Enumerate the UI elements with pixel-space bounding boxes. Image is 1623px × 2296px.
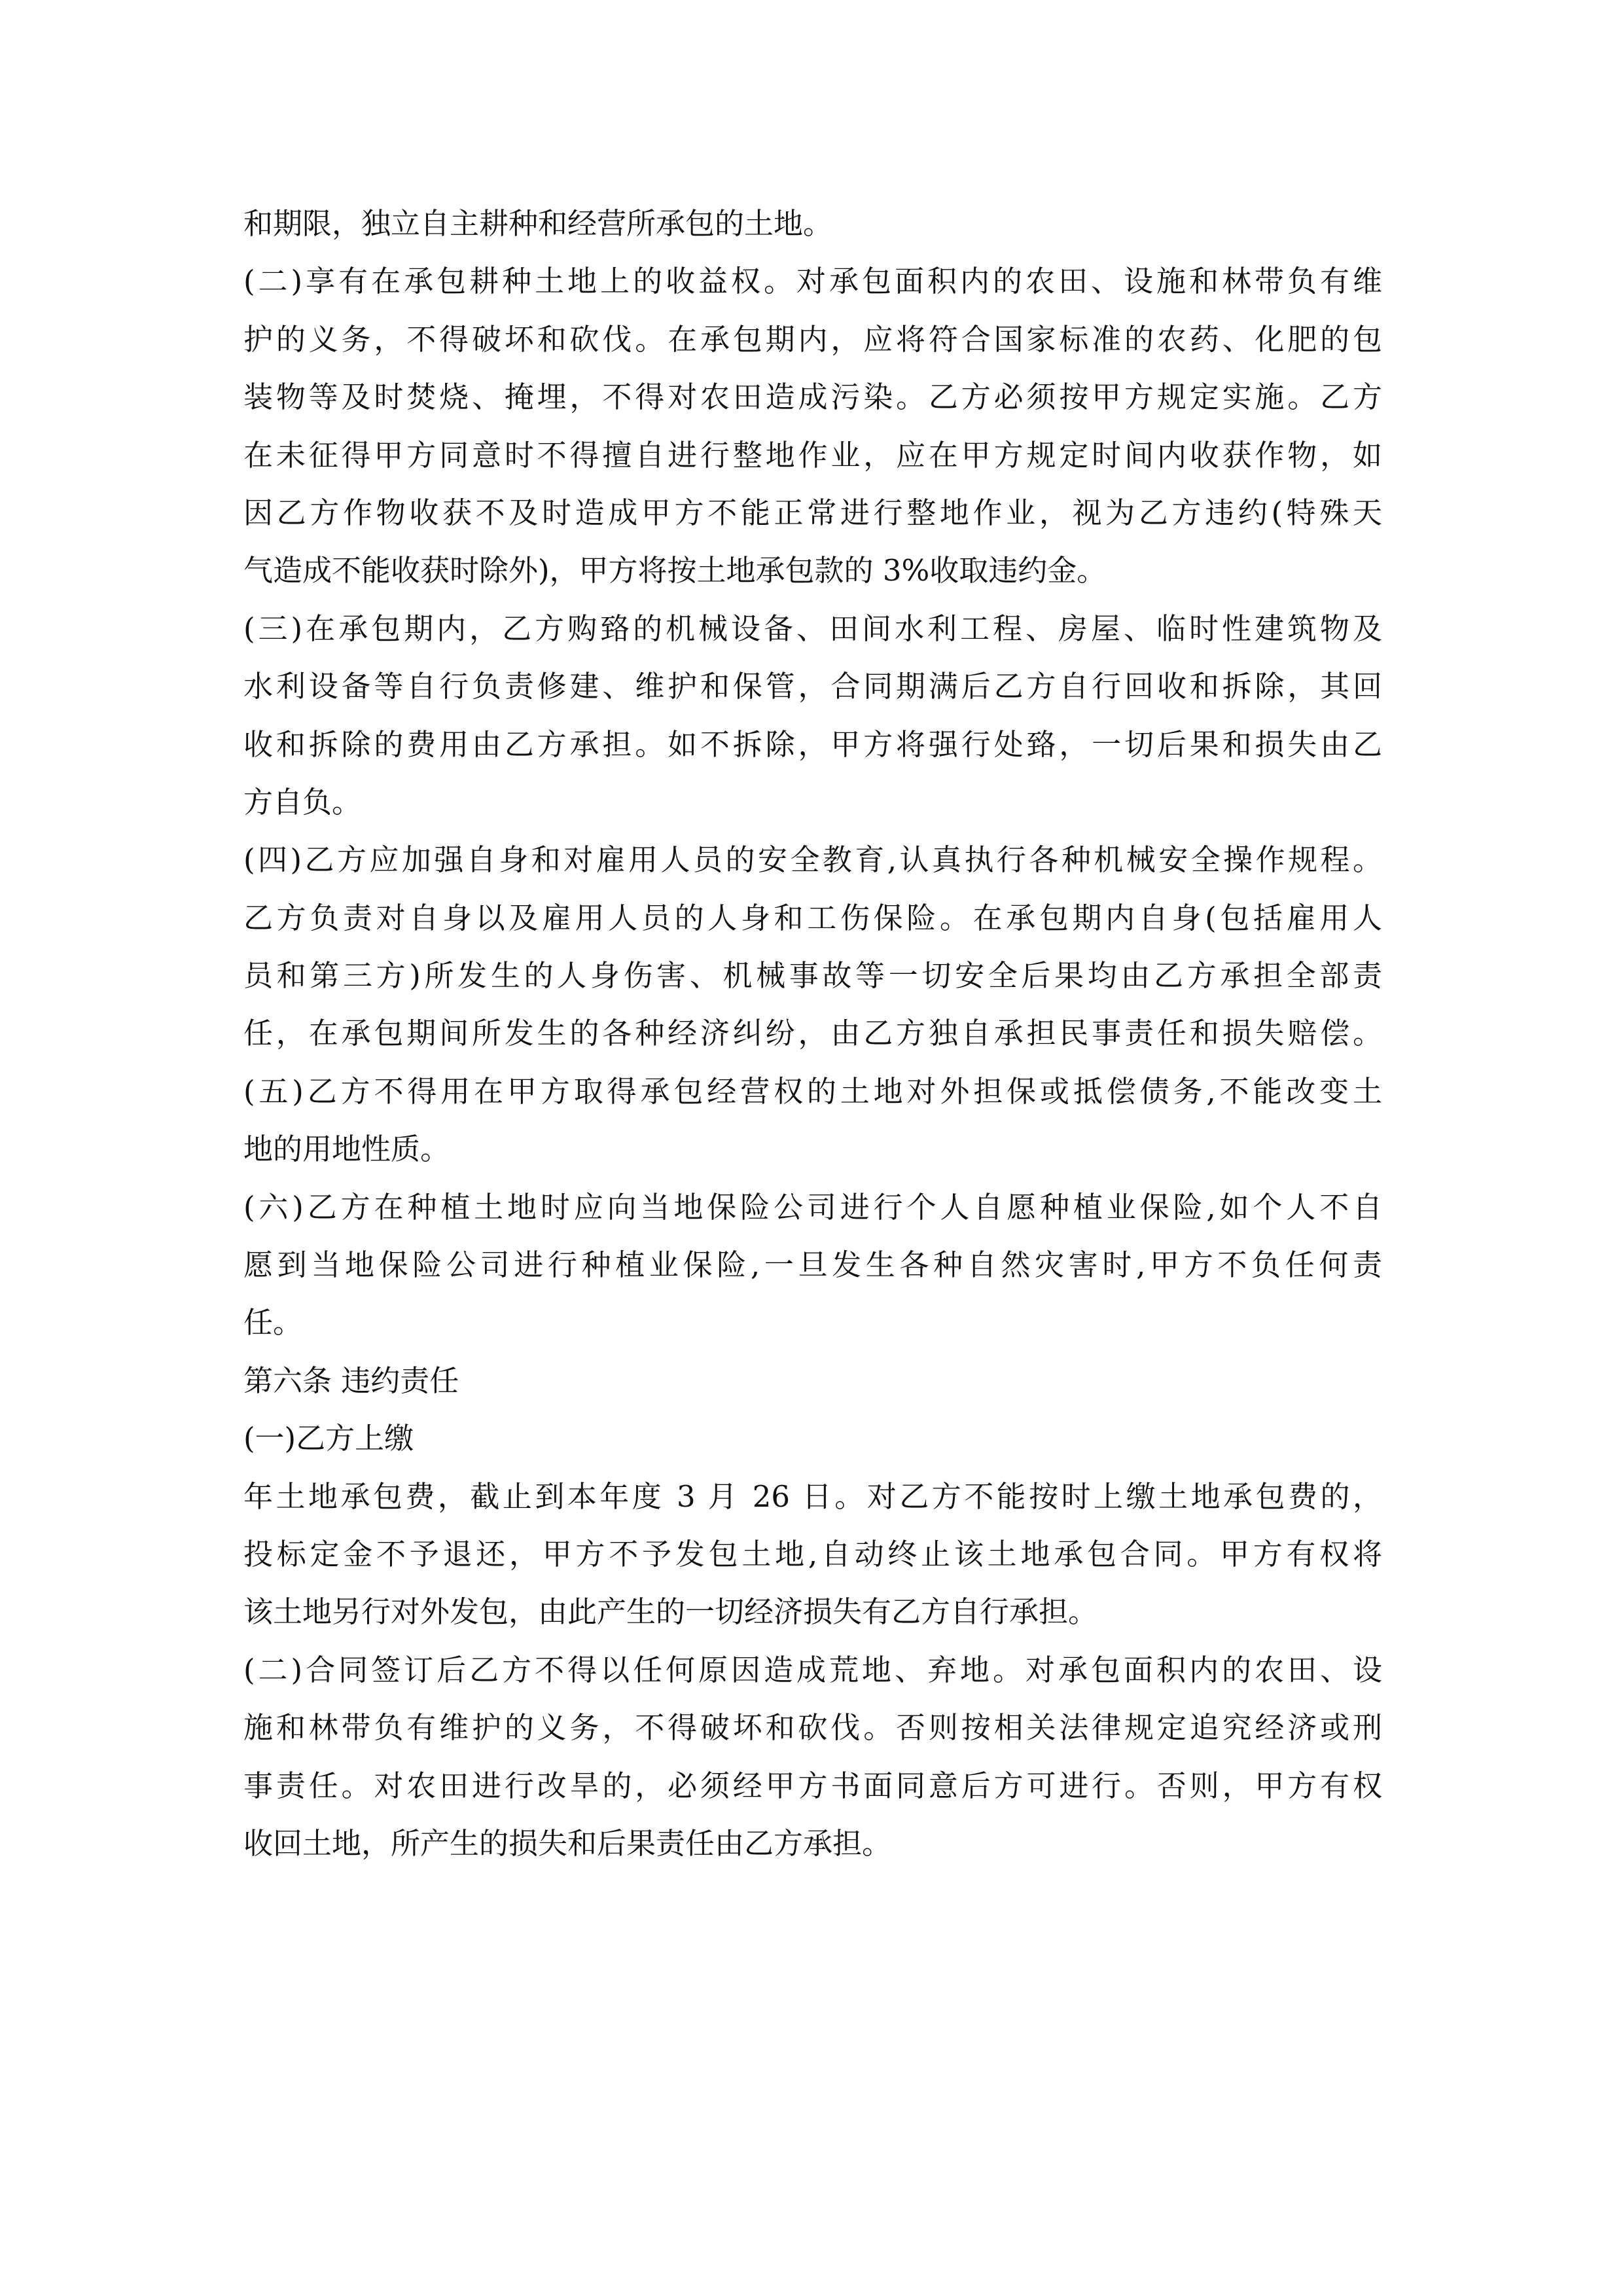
text-line-28: 事责任。对农田进行改旱的，必须经甲方书面同意后方可进行。否则，甲方有权 — [243, 1768, 1382, 1803]
section-heading: 第六条 违约责任 — [243, 1363, 459, 1398]
text-line-23: 年土地承包费，截止到本年度 3 月 26 日。对乙方不能按时上缴土地承包费的， — [243, 1479, 1382, 1514]
text-line-06: 因乙方作物收获不及时造成甲方不能正常进行整地作业，视为乙方违约(特殊天 — [243, 495, 1382, 530]
text-line-26: (二)合同签订后乙方不得以任何原因造成荒地、弃地。对承包面积内的农田、设 — [243, 1652, 1382, 1687]
text-line-20: 任。 — [243, 1305, 303, 1340]
text-line-18: (六)乙方在种植土地时应向当地保险公司进行个人自愿种植业保险,如个人不自 — [243, 1189, 1382, 1225]
text-line-07: 气造成不能收获时除外)，甲方将按土地承包款的 3%收取违约金。 — [243, 553, 1107, 588]
text-line-12: (四)乙方应加强自身和对雇用人员的安全教育,认真执行各种机械安全操作规程。 — [243, 842, 1382, 878]
text-line-04: 装物等及时焚烧、掩埋，不得对农田造成污染。乙方必须按甲方规定实施。乙方 — [243, 380, 1382, 415]
document-body — [243, 195, 1382, 1873]
text-line-16: (五)乙方不得用在甲方取得承包经营权的土地对外担保或抵偿债务,不能改变土 — [243, 1073, 1382, 1109]
text-line-02: (二)享有在承包耕种土地上的收益权。对承包面积内的农田、设施和林带负有维 — [243, 264, 1382, 299]
text-line-10: 收和拆除的费用由乙方承担。如不拆除，甲方将强行处臵，一切后果和损失由乙 — [243, 726, 1382, 762]
text-line-09: 水利设备等自行负责修建、维护和保管，合同期满后乙方自行回收和拆除，其回 — [243, 669, 1382, 704]
text-line-01: 和期限，独立自主耕种和经营所承包的土地。 — [243, 206, 833, 241]
text-line-13: 乙方负责对自身以及雇用人员的人身和工伤保险。在承包期内自身(包括雇用人 — [243, 900, 1382, 935]
text-line-14: 员和第三方)所发生的人身伤害、机械事故等一切安全后果均由乙方承担全部责 — [243, 958, 1382, 994]
text-line-15: 任，在承包期间所发生的各种经济纠纷，由乙方独自承担民事责任和损失赔偿。 — [243, 1016, 1382, 1051]
text-line-03: 护的义务，不得破坏和砍伐。在承包期内，应将符合国家标准的农药、化肥的包 — [243, 321, 1382, 357]
text-line-29: 收回土地，所产生的损失和后果责任由乙方承担。 — [243, 1825, 892, 1861]
text-line-08: (三)在承包期内，乙方购臵的机械设备、田间水利工程、房屋、临时性建筑物及 — [243, 611, 1382, 646]
text-line-25: 该土地另行对外发包，由此产生的一切经济损失有乙方自行承担。 — [243, 1594, 1098, 1630]
text-line-17: 地的用地性质。 — [243, 1132, 450, 1167]
text-line-05: 在未征得甲方同意时不得擅自进行整地作业，应在甲方规定时间内收获作物，如 — [243, 437, 1382, 473]
text-line-19: 愿到当地保险公司进行种植业保险,一旦发生各种自然灾害时,甲方不负任何责 — [243, 1247, 1382, 1283]
text-line-11: 方自负。 — [243, 784, 362, 819]
text-line-27: 施和林带负有维护的义务，不得破坏和砍伐。否则按相关法律规定追究经济或刑 — [243, 1710, 1382, 1746]
text-line-24: 投标定金不予退还，甲方不予发包土地,自动终止该土地承包合同。甲方有权将 — [243, 1536, 1382, 1571]
text-line-22: (一)乙方上缴 — [243, 1421, 414, 1456]
